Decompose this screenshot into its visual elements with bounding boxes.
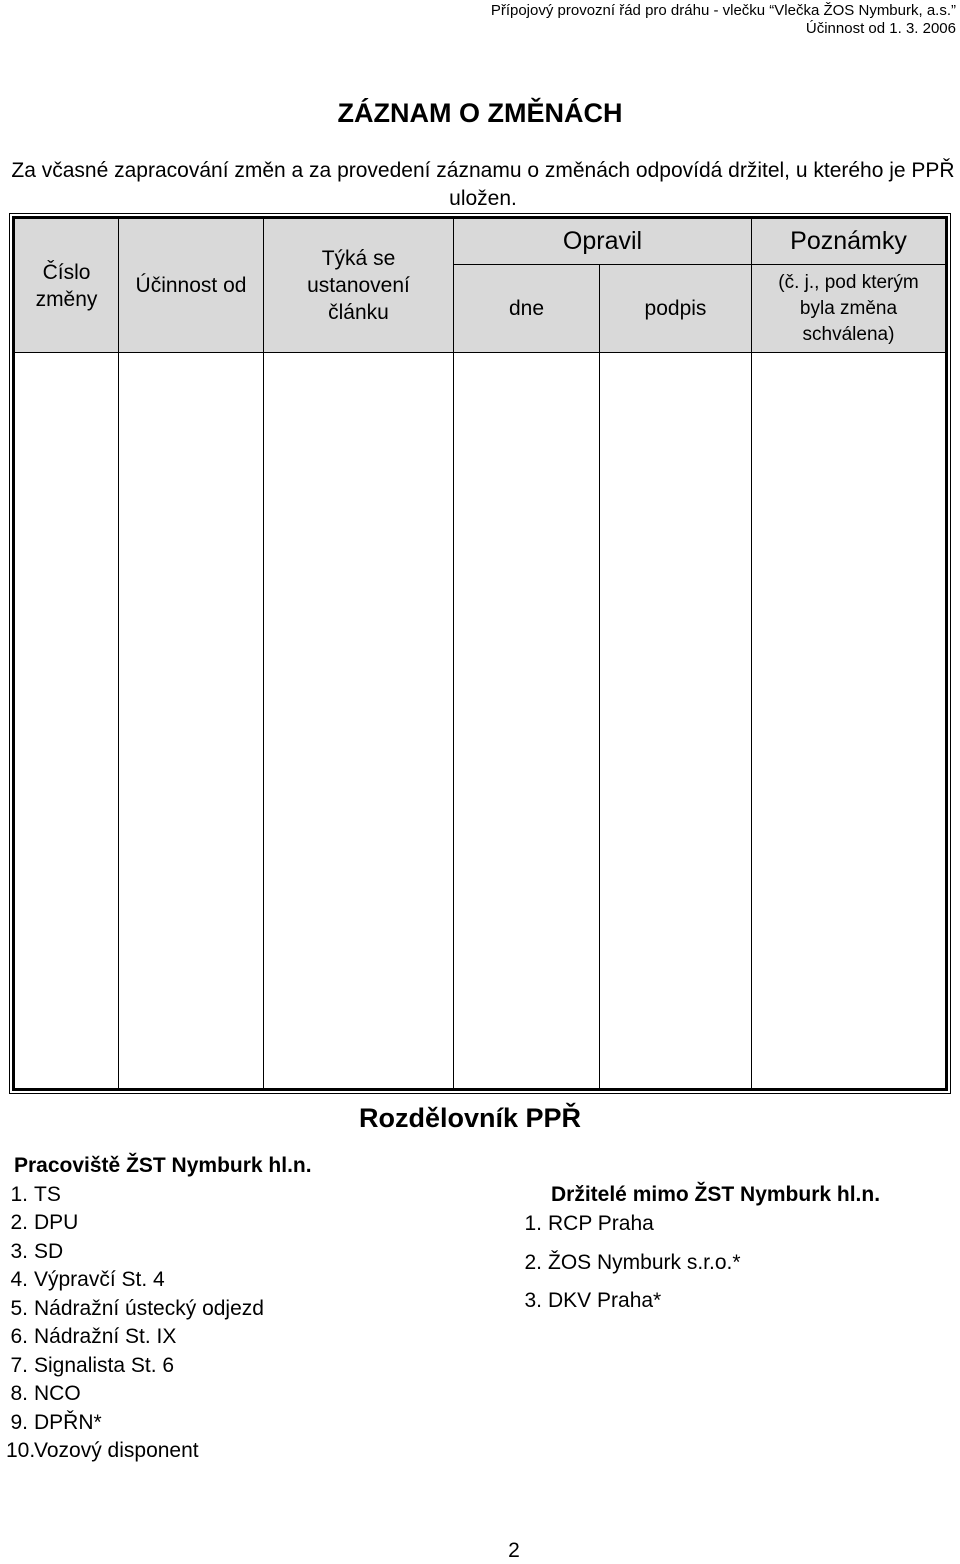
list-item	[6, 1437, 312, 1466]
list-item	[6, 1352, 312, 1381]
list-item	[6, 1209, 312, 1238]
list-item-text: Vozový disponent	[34, 1439, 199, 1462]
list-item-number: 5.	[10, 1296, 28, 1320]
intro-paragraph: Za včasné zapracování změn a za provedení záznamu o změnách odpovídá držitel, u kterého je PPŘ uložen.	[11, 159, 955, 210]
list-item-text: DPU	[34, 1211, 79, 1234]
right-list-title: Držitelé mimo ŽST Nymburk hl.n.	[551, 1183, 881, 1206]
header-dne: dne	[454, 265, 600, 353]
change-record-table	[14, 218, 946, 1089]
list-item-number: 7.	[10, 1353, 28, 1377]
table-cell-cislo	[15, 353, 119, 1089]
list-item-number: 1.	[524, 1211, 542, 1235]
list-item-number: 4.	[10, 1268, 28, 1291]
list-item-number: 3.	[524, 1288, 542, 1312]
list-item	[6, 1380, 312, 1409]
list-item	[520, 1210, 880, 1239]
table-cell-tyka	[264, 353, 454, 1089]
list-item-text: Nádražní ústecký odjezd	[34, 1296, 264, 1320]
page-number: 2	[508, 1539, 520, 1562]
list-item-text: ŽOS Nymburk s.r.o.*	[548, 1251, 741, 1274]
list-item-text: Výpravčí St. 4	[34, 1268, 165, 1291]
list-item-number: 2.	[10, 1211, 28, 1234]
list-item-text: SD	[34, 1239, 64, 1263]
left-list-title: Pracoviště ŽST Nymburk hl.n.	[14, 1154, 312, 1177]
distribution-title: Rozdělovník PPŘ	[358, 1103, 582, 1133]
table-cell-poznamky	[752, 353, 946, 1089]
list-item	[6, 1323, 312, 1352]
list-item	[520, 1287, 880, 1316]
list-item-number: 2.	[524, 1251, 542, 1274]
table-cell-podpis	[600, 353, 752, 1089]
list-item-number: 6.	[10, 1325, 28, 1348]
right-distribution-list	[520, 1181, 880, 1315]
header-ucinnost-od: Účinnost od	[119, 219, 264, 353]
header-cislo-zmeny: Číslo změny	[15, 219, 119, 353]
header-podpis: podpis	[600, 265, 752, 353]
header-tyka-se: Týká se ustanovení článku	[264, 219, 454, 353]
header-document-title: Přípojový provozní řád pro dráhu - vlečku “Vlečka ŽOS Nymburk, a.s.”	[490, 2, 956, 19]
header-poznamky-sub: (č. j., pod kterým byla změna schválena)	[752, 265, 946, 353]
list-item-text: Nádražní St. IX	[34, 1325, 177, 1348]
list-item	[6, 1238, 312, 1267]
list-item	[6, 1181, 312, 1210]
list-item-number: 1.	[10, 1182, 28, 1206]
header-opravil: Opravil	[454, 219, 752, 265]
list-item-number: 10.	[6, 1439, 36, 1462]
list-item-number: 9.	[10, 1410, 28, 1434]
running-header	[491, 2, 956, 38]
table-cell-ucinnost	[119, 353, 264, 1089]
header-effective-date: Účinnost od 1. 3. 2006	[805, 20, 956, 37]
table-cell-dne	[454, 353, 600, 1089]
list-item-text: NCO	[34, 1382, 81, 1405]
list-item	[6, 1295, 312, 1324]
list-item-text: Signalista St. 6	[34, 1353, 175, 1377]
left-distribution-list	[6, 1152, 312, 1466]
list-item	[6, 1409, 312, 1438]
list-item-number: 8.	[10, 1382, 28, 1405]
list-item-text: RCP Praha	[548, 1211, 654, 1235]
list-item-text: TS	[34, 1182, 61, 1206]
list-item-text: DKV Praha*	[548, 1288, 662, 1312]
page-title: ZÁZNAM O ZMĚNÁCH	[337, 98, 623, 128]
list-item-text: DPŘN*	[34, 1410, 102, 1434]
list-item	[520, 1249, 880, 1278]
header-poznamky: Poznámky	[752, 219, 946, 265]
list-item	[6, 1266, 312, 1295]
list-item-number: 3.	[10, 1239, 28, 1263]
change-record-table-frame	[12, 216, 948, 1091]
